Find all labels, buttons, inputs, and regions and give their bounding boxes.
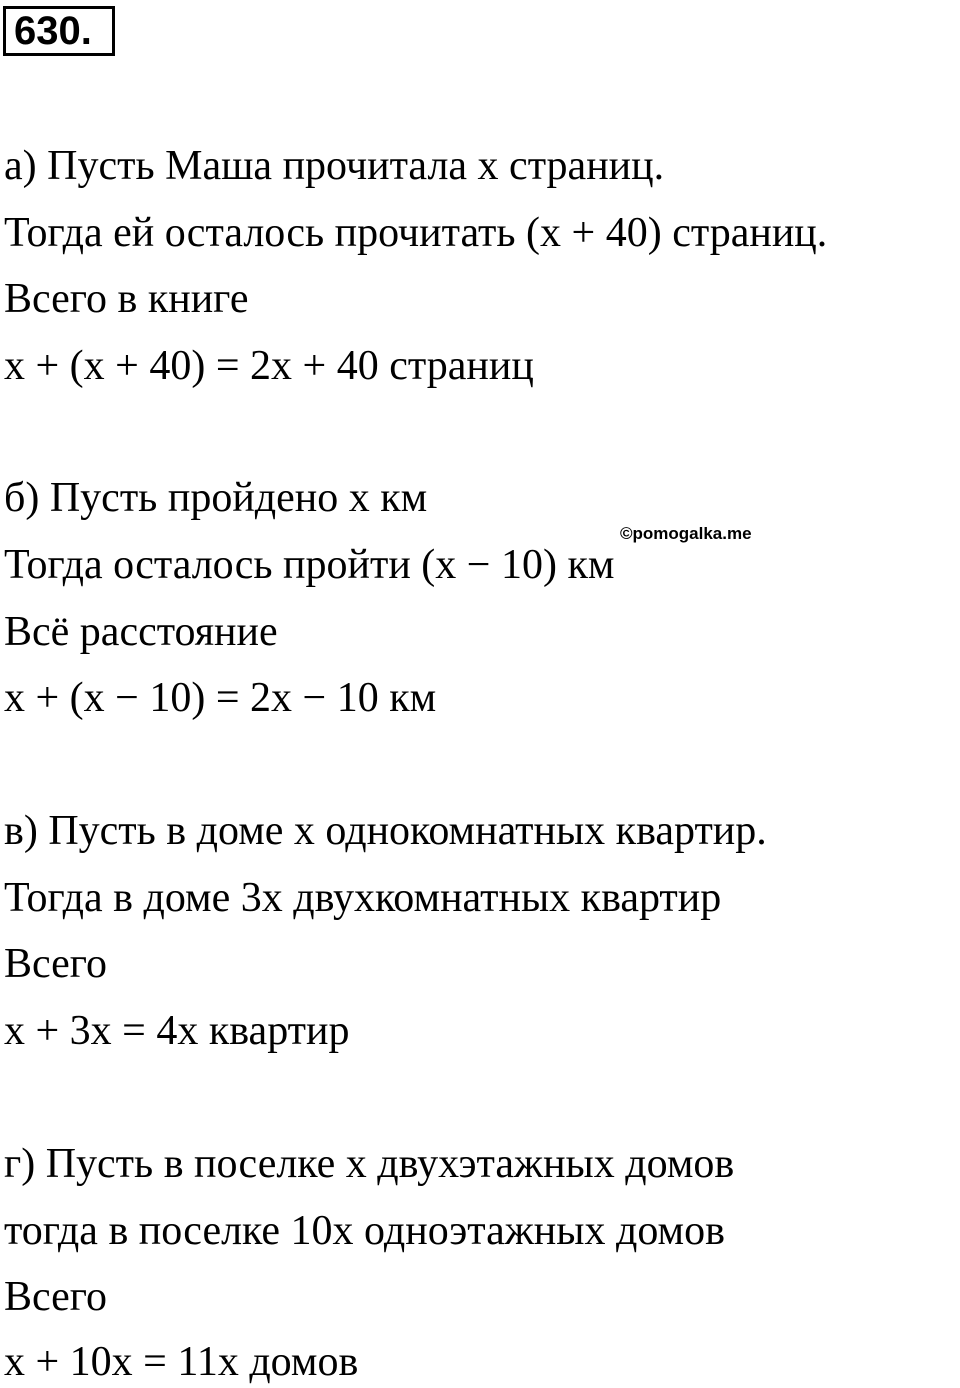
equation-line: x + (x − 10) = 2x − 10 км [4,675,437,721]
text-line: Тогда ей осталось прочитать (x + 40) страниц. [4,210,828,256]
text-line: Всего в книге [4,276,249,322]
text-line: Тогда осталось пройти (x − 10) км [4,542,615,588]
text-line: тогда в поселке 10x одноэтажных домов [4,1208,725,1254]
text-line: Всё расстояние [4,609,278,655]
text-line: а) Пусть Маша прочитала x страниц. [4,143,665,189]
equation-line: x + 10x = 11x домов [4,1339,359,1385]
text-line: г) Пусть в поселке x двухэтажных домов [4,1141,735,1187]
equation-line: x + (x + 40) = 2x + 40 страниц [4,343,534,389]
watermark: ©pomogalka.me [620,524,752,543]
equation-line: x + 3x = 4x квартир [4,1008,350,1054]
text-line: в) Пусть в доме x однокомнатных квартир. [4,808,767,854]
text-line: Всего [4,1274,107,1320]
task-number: 630. [3,6,115,56]
text-line: б) Пусть пройдено x км [4,475,428,521]
text-line: Всего [4,941,107,987]
text-line: Тогда в доме 3x двухкомнатных квартир [4,875,722,921]
